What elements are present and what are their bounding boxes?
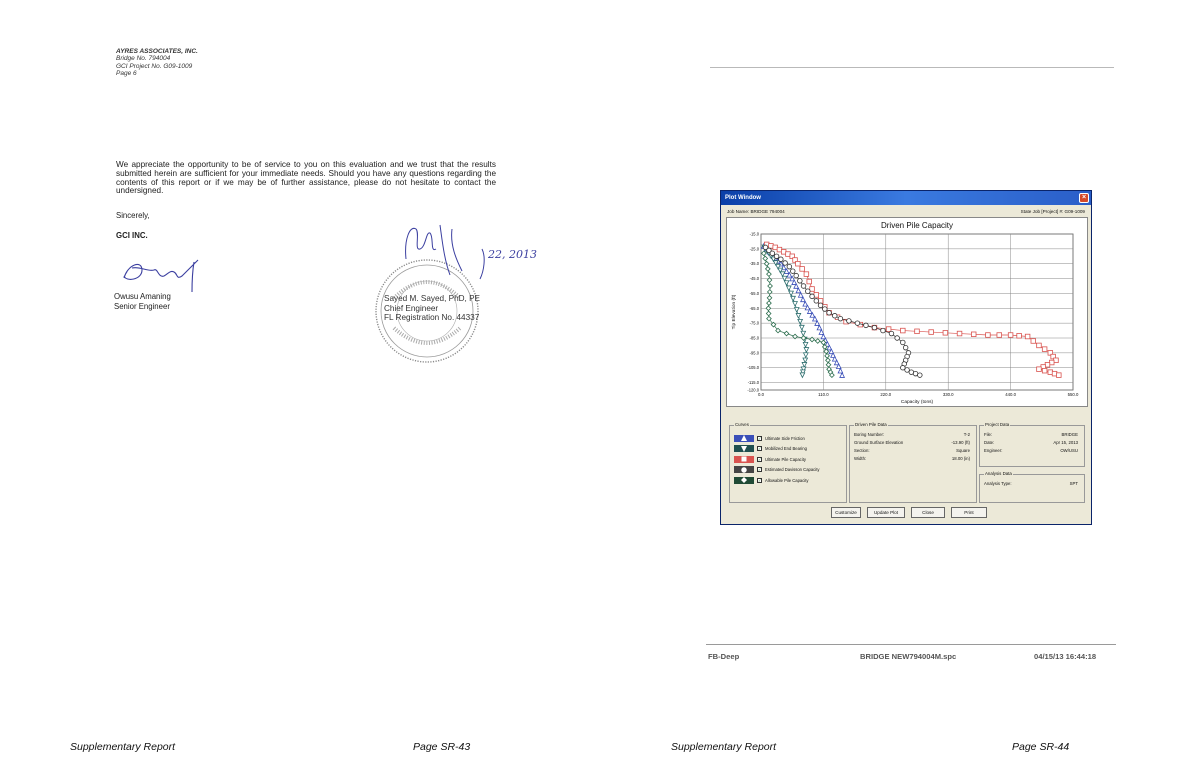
field-label: Ground Surface Elevation — [854, 440, 904, 445]
data-point — [847, 319, 852, 324]
data-point — [818, 303, 823, 308]
y-tick-label: -75.0 — [749, 320, 759, 326]
curve-label: Estimated Davisson Capacity — [765, 467, 820, 472]
y-tick-label: -115.0 — [747, 380, 759, 386]
data-point — [957, 331, 962, 336]
data-point — [783, 261, 788, 266]
panel-title: Curves — [735, 422, 749, 427]
curve-toggle[interactable] — [734, 455, 806, 463]
data-point — [971, 332, 976, 337]
project-number: GCI Project No. G09-1009 — [116, 62, 193, 70]
data-point — [901, 328, 906, 333]
y-tick-label: -65.0 — [749, 305, 759, 311]
field-value: T-2 — [963, 432, 970, 437]
data-point — [794, 273, 799, 278]
y-tick-label: -105.0 — [747, 365, 759, 371]
print-button[interactable]: Print — [951, 507, 987, 518]
signer-name: Owusu Amaning — [114, 292, 171, 301]
data-point — [1057, 373, 1062, 378]
bridge-number: Bridge No. 794004 — [116, 55, 171, 63]
curve-toggle[interactable] — [734, 476, 809, 484]
customize-button[interactable]: Customize — [831, 507, 861, 518]
data-point — [881, 328, 886, 333]
x-tick-label: 0.0 — [758, 392, 764, 397]
data-point — [886, 327, 891, 332]
data-point — [787, 264, 792, 269]
field-label: Width: — [854, 456, 867, 461]
y-tick-label: -95.0 — [749, 350, 759, 356]
footer-page-number: Page SR-43 — [413, 741, 471, 753]
data-point — [827, 310, 832, 315]
x-tick-label: 220.0 — [880, 392, 892, 397]
data-point — [905, 368, 910, 373]
square-icon — [734, 456, 754, 463]
y-axis-label: Tip Elevation (ft) — [732, 294, 737, 330]
data-point — [810, 294, 815, 299]
field-label: File: — [984, 432, 993, 437]
circle-icon — [734, 466, 754, 473]
plot-window — [720, 190, 1092, 525]
x-tick-label: 110.0 — [818, 392, 829, 397]
x-axis-label: Capacity (tons) — [900, 400, 934, 405]
data-point — [810, 287, 815, 292]
data-point — [838, 316, 843, 321]
data-point — [770, 251, 775, 256]
panel-title: Project Data — [985, 422, 1010, 427]
data-point — [832, 313, 837, 318]
data-point — [1042, 347, 1047, 352]
curve-label: Mobilized End Bearing — [765, 446, 807, 451]
data-point — [986, 333, 991, 338]
data-point — [1037, 367, 1042, 372]
data-point — [903, 345, 908, 350]
data-point — [1008, 333, 1013, 338]
y-tick-label: -45.0 — [749, 276, 759, 282]
footer-report-label: Supplementary Report — [671, 741, 777, 753]
data-point — [798, 279, 803, 284]
field-value: 18.00 (in) — [951, 456, 970, 461]
field-label: Section: — [854, 448, 870, 453]
data-point — [804, 272, 809, 277]
close-icon[interactable]: × — [1079, 193, 1089, 203]
data-point — [796, 261, 801, 266]
program-name: FB-Deep — [708, 652, 740, 661]
data-point — [1037, 343, 1042, 348]
data-point — [823, 307, 828, 312]
footer-rule — [706, 644, 1116, 645]
signer-owusu — [114, 292, 171, 311]
triangle-down-icon — [734, 445, 754, 452]
close-button[interactable]: Close — [911, 507, 945, 518]
data-point — [929, 330, 934, 335]
data-point — [855, 321, 860, 326]
data-point — [779, 257, 784, 262]
closing-salutation: Sincerely, — [116, 211, 150, 220]
signer-name: Sayed M. Sayed, PhD, PE — [384, 294, 481, 303]
plot-area — [761, 234, 1073, 390]
data-point — [889, 331, 894, 336]
data-point — [1031, 339, 1036, 344]
y-tick-label: -85.0 — [749, 335, 759, 341]
data-point — [872, 325, 877, 330]
run-timestamp: 04/15/13 16:44:18 — [1034, 652, 1097, 661]
footer-report-label: Supplementary Report — [70, 741, 176, 753]
data-point — [801, 284, 806, 289]
data-point — [1025, 334, 1030, 339]
chart-title: Driven Pile Capacity — [880, 221, 954, 230]
panel-title: Analysis Data — [985, 471, 1012, 476]
field-value: Apr 15, 2013 — [1053, 440, 1078, 445]
x-tick-label: 330.0 — [942, 392, 954, 397]
signature-date: 22, 2013 — [488, 248, 537, 261]
footer-page-number: Page SR-44 — [1012, 741, 1070, 753]
firm-name: AYRES ASSOCIATES, INC. — [116, 48, 198, 55]
data-point — [901, 340, 906, 345]
data-point — [814, 299, 819, 304]
field-value: Square — [956, 448, 970, 453]
data-point — [895, 336, 900, 341]
field-label: Boring Number: — [854, 432, 885, 437]
signer-title: Senior Engineer — [114, 301, 170, 311]
curves-panel — [729, 422, 847, 503]
field-label: Engineer: — [984, 448, 1003, 453]
x-tick-label: 440.0 — [1005, 392, 1016, 397]
company-name: GCI INC. — [116, 231, 148, 240]
signer-sayed — [384, 294, 480, 323]
curve-checkbox[interactable]: ✓ — [758, 456, 762, 462]
field-label: Analysis Type: — [984, 481, 1012, 486]
curve-checkbox[interactable]: ✓ — [758, 435, 762, 441]
field-value: OW/USU — [1060, 448, 1078, 453]
driven-pile-data-panel — [849, 422, 977, 503]
x-tick-label: 550.0 — [1067, 392, 1079, 397]
y-tick-label: -15.0 — [749, 231, 759, 237]
data-point — [864, 323, 869, 328]
diamond-icon — [734, 477, 754, 484]
curve-label: Ultimate Pile Capacity — [765, 456, 806, 462]
data-point — [774, 254, 779, 259]
data-point — [915, 329, 920, 334]
y-tick-label: -25.0 — [749, 246, 759, 252]
header-rule — [710, 67, 1114, 68]
field-label: Date: — [984, 440, 995, 445]
window-titlebar — [721, 191, 1091, 205]
report-page-right — [600, 0, 1200, 776]
curve-checkbox[interactable]: ✓ — [758, 446, 762, 451]
signer-registration: FL Registration No. 44337 — [384, 313, 480, 323]
panel-title: Driven Pile Data — [855, 422, 887, 427]
data-point — [800, 267, 805, 272]
data-point — [807, 279, 812, 284]
signer-title: Chief Engineer — [384, 303, 439, 313]
signature-owusu — [118, 250, 208, 294]
project-data-panel — [979, 422, 1085, 467]
driven-pile-capacity-chart — [727, 218, 1087, 406]
state-job-number: State Job [Project] #: G09-1009 — [1020, 209, 1085, 214]
curve-checkbox[interactable]: ✓ — [758, 467, 762, 472]
data-point — [943, 331, 948, 336]
job-name: Job Name: BRIDGE 794004 — [727, 209, 785, 214]
update-plot-button[interactable]: Update Plot — [867, 507, 905, 518]
curve-toggle[interactable] — [734, 466, 819, 474]
field-value: -13.90 (ft) — [951, 440, 970, 445]
curve-label: Ultimate Side Friction — [765, 435, 805, 441]
data-point — [901, 365, 906, 370]
field-value: SPT — [1069, 481, 1078, 486]
field-value: BRIDGE — [1061, 432, 1078, 437]
window-title: Plot Window — [725, 195, 761, 201]
input-file-name: BRIDGE NEW794004M.spc — [860, 652, 957, 661]
chart-frame — [726, 217, 1088, 407]
curve-checkbox[interactable]: ✓ — [758, 477, 762, 483]
data-point — [1042, 368, 1047, 373]
data-point — [1017, 333, 1022, 338]
data-point — [790, 269, 795, 274]
curve-toggle[interactable] — [734, 445, 807, 453]
curve-label: Allowable Pile Capacity — [765, 477, 809, 483]
triangle-up-icon — [734, 435, 754, 442]
data-point — [997, 333, 1002, 338]
closing-paragraph: We appreciate the opportunity to be of service to you on this evaluation and we trust that the results submitted herein are sufficient for your immediate needs. Should you have any questions regarding the contents of this report or if we may be of further assistance, please do not hesitate to contact the undersigned. — [116, 160, 496, 196]
letter-page-number: Page 6 — [116, 70, 137, 78]
y-tick-label: -120.0 — [747, 387, 759, 393]
analysis-data-panel — [979, 471, 1085, 503]
data-point — [806, 289, 811, 294]
curve-toggle[interactable] — [734, 434, 805, 442]
y-tick-label: -35.0 — [749, 261, 759, 267]
y-tick-label: -55.0 — [749, 290, 759, 296]
letterhead — [116, 48, 198, 78]
data-point — [918, 373, 923, 378]
